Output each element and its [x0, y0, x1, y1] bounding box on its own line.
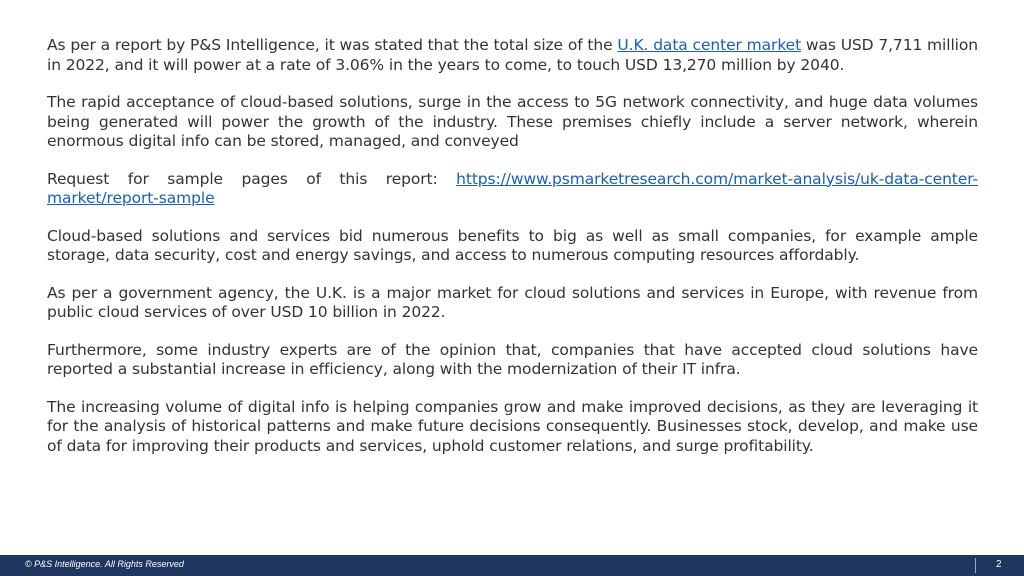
report-sample-link[interactable]: https://www.psmarketresearch.com/market-analysis/uk-data-center-market/report-sample [47, 169, 978, 207]
sample-request-label: Request for sample pages of this report: [47, 169, 457, 188]
paragraph-sample-request [47, 170, 978, 209]
slide-body [47, 36, 978, 474]
paragraph-growth-drivers: The rapid acceptance of cloud-based solutions, surge in the access to 5G network connectivity, and huge data volumes being generated will power the growth of the industry. These premises chiefly include a server network, wherein enormous digital info can be stored, managed, and conveyed [47, 93, 978, 150]
paragraph-digital-info: The increasing volume of digital info is helping companies grow and make improved decisions, as they are leveraging it for the analysis of historical patterns and make future decisions consequently. Businesses stock, develop, and make use of data for improving their products and services, uphold customer relations, and surge profitability. [47, 397, 978, 455]
paragraph-industry-experts: Furthermore, some industry experts are of the opinion that, companies that have accepted cloud solutions have reported a substantial increase in efficiency, along with the modernization of their IT infra. [47, 340, 978, 378]
uk-data-center-market-link[interactable]: U.K. data center market [617, 36, 802, 54]
footer-divider [975, 558, 976, 573]
paragraph-cloud-benefits: Cloud-based solutions and services bid numerous benefits to big as well as small companies, for example ample storage, data security, cost and energy savings, and access to numerous computing resources affordably. [47, 226, 978, 264]
page-number: 2 [996, 559, 1002, 570]
paragraph-market-size-tail: was USD 7,711 million in 2022, and it will power at a rate of 3.06% in the years to come, to touch USD 13,270 million by 2040. [47, 36, 978, 74]
paragraph-market-size-lead: As per a report by P&S Intelligence, it was stated that the total size of the [47, 36, 618, 54]
copyright-text: © P&S Intelligence. All Rights Reserved [25, 559, 184, 569]
footer-bar [0, 555, 1024, 576]
paragraph-government-agency: As per a government agency, the U.K. is a major market for cloud solutions and services in Europe, with revenue from public cloud services of over USD 10 billion in 2022. [47, 283, 978, 321]
paragraph-market-size [47, 36, 978, 75]
